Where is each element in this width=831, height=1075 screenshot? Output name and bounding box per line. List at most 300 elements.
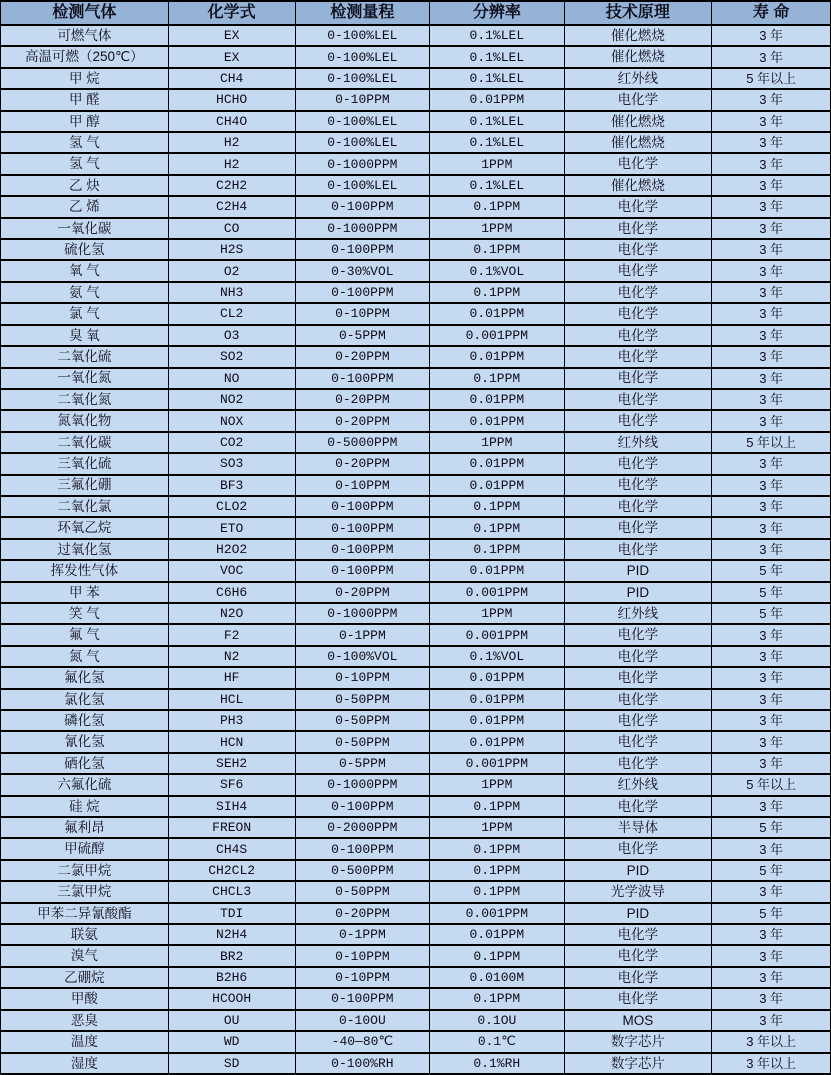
- table-row: [1, 624, 831, 645]
- table-cell: 0-10PPM: [295, 475, 429, 496]
- table-cell: OU: [168, 1010, 295, 1031]
- table-row: [1, 282, 831, 303]
- table-cell: CHCL3: [168, 881, 295, 902]
- table-cell: 0.1%VOL: [430, 646, 564, 667]
- table-cell: 数字芯片: [564, 1031, 712, 1052]
- table-row: [1, 646, 831, 667]
- table-cell: 电化学: [564, 368, 712, 389]
- table-cell: 催化燃烧: [564, 111, 712, 132]
- table-cell: 0-100PPM: [295, 368, 429, 389]
- table-cell: 半导体: [564, 817, 712, 838]
- table-cell: 0.001PPM: [430, 624, 564, 645]
- table-cell: 光学波导: [564, 881, 712, 902]
- table-cell: 六氟化硫: [1, 774, 169, 795]
- table-row: [1, 774, 831, 795]
- table-cell: 3 年: [712, 689, 831, 710]
- table-cell: 催化燃烧: [564, 25, 712, 46]
- table-cell: SEH2: [168, 753, 295, 774]
- table-cell: 3 年: [712, 239, 831, 260]
- table-cell: 硫化氢: [1, 239, 169, 260]
- table-cell: 3 年: [712, 368, 831, 389]
- table-row: [1, 368, 831, 389]
- table-row: [1, 196, 831, 217]
- table-cell: 0-100%LEL: [295, 175, 429, 196]
- table-row: [1, 603, 831, 624]
- table-row: [1, 582, 831, 603]
- table-row: [1, 432, 831, 453]
- table-cell: 0.1PPM: [430, 196, 564, 217]
- table-cell: 0.1%LEL: [430, 132, 564, 153]
- table-cell: 0.01PPM: [430, 689, 564, 710]
- table-cell: 红外线: [564, 68, 712, 89]
- table-cell: 0.01PPM: [430, 560, 564, 581]
- table-cell: 0.1PPM: [430, 496, 564, 517]
- table-row: [1, 710, 831, 731]
- table-cell: 0-50PPM: [295, 710, 429, 731]
- table-cell: 3 年: [712, 196, 831, 217]
- table-cell: 氮氧化物: [1, 410, 169, 431]
- table-cell: 3 年: [712, 667, 831, 688]
- table-cell: O3: [168, 325, 295, 346]
- table-cell: 电化学: [564, 282, 712, 303]
- table-cell: PID: [564, 560, 712, 581]
- table-cell: 0-100%VOL: [295, 646, 429, 667]
- table-cell: 5 年: [712, 817, 831, 838]
- table-cell: 0-100PPM: [295, 196, 429, 217]
- table-cell: NH3: [168, 282, 295, 303]
- table-row: [1, 239, 831, 260]
- table-cell: 0.1%LEL: [430, 46, 564, 67]
- table-cell: 电化学: [564, 945, 712, 966]
- table-row: [1, 325, 831, 346]
- table-cell: 0.1PPM: [430, 796, 564, 817]
- table-cell: 电化学: [564, 260, 712, 281]
- table-row: [1, 175, 831, 196]
- table-cell: 催化燃烧: [564, 132, 712, 153]
- table-row: [1, 860, 831, 881]
- table-row: [1, 46, 831, 67]
- table-cell: 氮 气: [1, 646, 169, 667]
- table-cell: H2O2: [168, 539, 295, 560]
- table-cell: 5 年以上: [712, 68, 831, 89]
- table-cell: 甲 醛: [1, 89, 169, 110]
- column-header-principle: 技术原理: [564, 1, 712, 25]
- table-cell: 高温可燃（250℃）: [1, 46, 169, 67]
- table-cell: C2H4: [168, 196, 295, 217]
- table-cell: 红外线: [564, 774, 712, 795]
- table-row: [1, 68, 831, 89]
- table-cell: SO3: [168, 453, 295, 474]
- table-row: [1, 346, 831, 367]
- table-cell: 二氧化碳: [1, 432, 169, 453]
- table-cell: 3 年以上: [712, 1053, 831, 1075]
- table-cell: 电化学: [564, 218, 712, 239]
- table-cell: 甲 醇: [1, 111, 169, 132]
- table-cell: 甲硫醇: [1, 838, 169, 859]
- table-cell: 二氯甲烷: [1, 860, 169, 881]
- table-cell: 0.1PPM: [430, 945, 564, 966]
- table-cell: 0.001PPM: [430, 753, 564, 774]
- table-cell: 电化学: [564, 303, 712, 324]
- table-cell: PH3: [168, 710, 295, 731]
- table-cell: 0.01PPM: [430, 89, 564, 110]
- table-cell: 0-20PPM: [295, 903, 429, 924]
- table-cell: 0-100PPM: [295, 517, 429, 538]
- table-cell: CH4S: [168, 838, 295, 859]
- table-cell: 3 年: [712, 260, 831, 281]
- table-cell: SIH4: [168, 796, 295, 817]
- table-cell: B2H6: [168, 967, 295, 988]
- table-cell: 0-100PPM: [295, 539, 429, 560]
- table-cell: 0.1PPM: [430, 881, 564, 902]
- table-cell: CLO2: [168, 496, 295, 517]
- table-cell: 二氧化氮: [1, 389, 169, 410]
- table-cell: 催化燃烧: [564, 175, 712, 196]
- table-cell: 1PPM: [430, 603, 564, 624]
- table-cell: 3 年: [712, 46, 831, 67]
- table-cell: H2: [168, 153, 295, 174]
- table-cell: 乙硼烷: [1, 967, 169, 988]
- table-cell: 1PPM: [430, 153, 564, 174]
- table-cell: 数字芯片: [564, 1053, 712, 1075]
- table-cell: 0.01PPM: [430, 924, 564, 945]
- table-cell: 电化学: [564, 410, 712, 431]
- table-cell: HCN: [168, 731, 295, 752]
- table-row: [1, 881, 831, 902]
- table-cell: 可燃气体: [1, 25, 169, 46]
- table-cell: 电化学: [564, 346, 712, 367]
- table-cell: 0.01PPM: [430, 453, 564, 474]
- table-cell: 氢 气: [1, 153, 169, 174]
- table-cell: 3 年: [712, 881, 831, 902]
- table-cell: 0.01PPM: [430, 346, 564, 367]
- table-row: [1, 25, 831, 46]
- table-cell: 3 年: [712, 646, 831, 667]
- table-cell: 电化学: [564, 624, 712, 645]
- table-cell: 电化学: [564, 325, 712, 346]
- table-row: [1, 496, 831, 517]
- table-cell: 0-100%LEL: [295, 111, 429, 132]
- table-row: [1, 132, 831, 153]
- table-cell: 3 年: [712, 303, 831, 324]
- table-cell: 三氟化硼: [1, 475, 169, 496]
- table-row: [1, 945, 831, 966]
- table-cell: 0.1OU: [430, 1010, 564, 1031]
- table-cell: 0-100PPM: [295, 239, 429, 260]
- table-cell: 氯 气: [1, 303, 169, 324]
- table-cell: ETO: [168, 517, 295, 538]
- table-cell: 一氧化碳: [1, 218, 169, 239]
- table-cell: 笑 气: [1, 603, 169, 624]
- table-cell: F2: [168, 624, 295, 645]
- table-cell: 0.01PPM: [430, 710, 564, 731]
- table-cell: 0.1%LEL: [430, 111, 564, 132]
- table-body: [1, 25, 831, 1074]
- table-cell: 0.01PPM: [430, 303, 564, 324]
- table-cell: 0-100PPM: [295, 796, 429, 817]
- table-cell: PID: [564, 860, 712, 881]
- table-cell: 3 年: [712, 89, 831, 110]
- table-row: [1, 260, 831, 281]
- table-cell: 3 年: [712, 282, 831, 303]
- column-header-resolution: 分辨率: [430, 1, 564, 25]
- table-cell: SO2: [168, 346, 295, 367]
- table-cell: 电化学: [564, 239, 712, 260]
- table-row: [1, 796, 831, 817]
- table-cell: 三氯甲烷: [1, 881, 169, 902]
- table-cell: 3 年: [712, 710, 831, 731]
- table-cell: 1PPM: [430, 817, 564, 838]
- table-cell: 0.0100M: [430, 967, 564, 988]
- table-cell: 0-10PPM: [295, 967, 429, 988]
- table-cell: 0.001PPM: [430, 582, 564, 603]
- table-cell: 3 年: [712, 153, 831, 174]
- table-cell: 0-50PPM: [295, 689, 429, 710]
- table-cell: 恶臭: [1, 1010, 169, 1031]
- table-cell: 电化学: [564, 967, 712, 988]
- table-row: [1, 753, 831, 774]
- table-cell: CH4: [168, 68, 295, 89]
- table-cell: 0-100%RH: [295, 1053, 429, 1075]
- table-cell: 氰化氢: [1, 731, 169, 752]
- table-cell: 0.001PPM: [430, 325, 564, 346]
- table-cell: 0-30%VOL: [295, 260, 429, 281]
- table-cell: SF6: [168, 774, 295, 795]
- table-cell: 红外线: [564, 603, 712, 624]
- table-cell: 0-10PPM: [295, 89, 429, 110]
- table-cell: 0.01PPM: [430, 410, 564, 431]
- table-cell: MOS: [564, 1010, 712, 1031]
- table-cell: 0-10PPM: [295, 667, 429, 688]
- table-cell: 3 年: [712, 796, 831, 817]
- table-cell: 3 年: [712, 218, 831, 239]
- table-row: [1, 1053, 831, 1075]
- table-cell: 0-10PPM: [295, 945, 429, 966]
- table-cell: 电化学: [564, 667, 712, 688]
- table-cell: 氧 气: [1, 260, 169, 281]
- table-cell: 挥发性气体: [1, 560, 169, 581]
- table-cell: N2H4: [168, 924, 295, 945]
- table-cell: 联氨: [1, 924, 169, 945]
- column-header-range: 检测量程: [295, 1, 429, 25]
- table-cell: 磷化氢: [1, 710, 169, 731]
- table-cell: 0-20PPM: [295, 389, 429, 410]
- table-cell: EX: [168, 25, 295, 46]
- table-cell: CL2: [168, 303, 295, 324]
- table-cell: 5 年以上: [712, 774, 831, 795]
- table-cell: 0.1%LEL: [430, 175, 564, 196]
- table-cell: 0-100PPM: [295, 282, 429, 303]
- table-row: [1, 1010, 831, 1031]
- table-row: [1, 903, 831, 924]
- table-cell: 温度: [1, 1031, 169, 1052]
- table-cell: 3 年: [712, 967, 831, 988]
- table-cell: 一氧化氮: [1, 368, 169, 389]
- table-cell: 电化学: [564, 517, 712, 538]
- table-cell: NOX: [168, 410, 295, 431]
- table-cell: 3 年: [712, 389, 831, 410]
- table-cell: 3 年: [712, 988, 831, 1009]
- table-cell: 3 年以上: [712, 1031, 831, 1052]
- table-row: [1, 667, 831, 688]
- table-cell: 0-1PPM: [295, 624, 429, 645]
- table-cell: 0.1PPM: [430, 988, 564, 1009]
- table-cell: HCOOH: [168, 988, 295, 1009]
- table-cell: 0.01PPM: [430, 731, 564, 752]
- table-cell: HCL: [168, 689, 295, 710]
- table-cell: 0.1PPM: [430, 282, 564, 303]
- table-cell: 溴气: [1, 945, 169, 966]
- table-cell: 0-100PPM: [295, 838, 429, 859]
- table-cell: NO2: [168, 389, 295, 410]
- table-row: [1, 1031, 831, 1052]
- table-cell: 3 年: [712, 945, 831, 966]
- table-cell: 氟 气: [1, 624, 169, 645]
- table-row: [1, 924, 831, 945]
- table-cell: 0-100PPM: [295, 560, 429, 581]
- table-cell: 0-1000PPM: [295, 774, 429, 795]
- table-cell: 0-100%LEL: [295, 25, 429, 46]
- table-cell: 湿度: [1, 1053, 169, 1075]
- table-cell: 0-20PPM: [295, 410, 429, 431]
- table-cell: 0-20PPM: [295, 346, 429, 367]
- table-cell: 3 年: [712, 25, 831, 46]
- table-cell: 0.1PPM: [430, 838, 564, 859]
- table-cell: 5 年: [712, 582, 831, 603]
- table-cell: 0.1%VOL: [430, 260, 564, 281]
- table-cell: 二氧化硫: [1, 346, 169, 367]
- table-cell: 5 年: [712, 860, 831, 881]
- table-cell: 0-5PPM: [295, 753, 429, 774]
- table-cell: 3 年: [712, 453, 831, 474]
- table-cell: 臭 氧: [1, 325, 169, 346]
- table-cell: 0.1PPM: [430, 517, 564, 538]
- table-cell: 0-50PPM: [295, 731, 429, 752]
- table-cell: O2: [168, 260, 295, 281]
- table-cell: 三氧化硫: [1, 453, 169, 474]
- table-cell: 环氧乙烷: [1, 517, 169, 538]
- table-cell: HF: [168, 667, 295, 688]
- table-cell: 5 年: [712, 903, 831, 924]
- table-cell: 0-1000PPM: [295, 153, 429, 174]
- table-cell: 0-100PPM: [295, 496, 429, 517]
- table-cell: 0.01PPM: [430, 667, 564, 688]
- table-cell: 0-10OU: [295, 1010, 429, 1031]
- table-cell: 0.1%RH: [430, 1053, 564, 1075]
- table-cell: EX: [168, 46, 295, 67]
- table-cell: 0.1PPM: [430, 860, 564, 881]
- table-cell: 0.001PPM: [430, 903, 564, 924]
- table-cell: 0-2000PPM: [295, 817, 429, 838]
- table-cell: 氟化氢: [1, 667, 169, 688]
- table-cell: 0-1PPM: [295, 924, 429, 945]
- table-cell: H2: [168, 132, 295, 153]
- table-cell: 电化学: [564, 753, 712, 774]
- column-header-formula: 化学式: [168, 1, 295, 25]
- table-cell: 催化燃烧: [564, 46, 712, 67]
- table-cell: WD: [168, 1031, 295, 1052]
- table-cell: FREON: [168, 817, 295, 838]
- table-cell: 3 年: [712, 496, 831, 517]
- table-cell: 电化学: [564, 731, 712, 752]
- table-row: [1, 560, 831, 581]
- table-cell: 甲 苯: [1, 582, 169, 603]
- table-cell: 0-100%LEL: [295, 132, 429, 153]
- table-cell: 0.1PPM: [430, 539, 564, 560]
- table-cell: TDI: [168, 903, 295, 924]
- table-cell: 3 年: [712, 1010, 831, 1031]
- table-cell: 0-10PPM: [295, 303, 429, 324]
- table-cell: 电化学: [564, 389, 712, 410]
- table-cell: 3 年: [712, 325, 831, 346]
- table-cell: 电化学: [564, 988, 712, 1009]
- table-cell: 3 年: [712, 753, 831, 774]
- table-cell: 电化学: [564, 539, 712, 560]
- table-cell: PID: [564, 903, 712, 924]
- table-cell: 0.01PPM: [430, 389, 564, 410]
- table-cell: 3 年: [712, 838, 831, 859]
- table-cell: 3 年: [712, 539, 831, 560]
- table-row: [1, 967, 831, 988]
- table-cell: 电化学: [564, 153, 712, 174]
- table-row: [1, 731, 831, 752]
- table-cell: BR2: [168, 945, 295, 966]
- table-cell: 电化学: [564, 89, 712, 110]
- table-cell: 1PPM: [430, 774, 564, 795]
- column-header-lifespan: 寿 命: [712, 1, 831, 25]
- table-cell: 甲酸: [1, 988, 169, 1009]
- table-cell: 电化学: [564, 646, 712, 667]
- table-cell: 0-100%LEL: [295, 46, 429, 67]
- table-cell: 乙 烯: [1, 196, 169, 217]
- table-row: [1, 838, 831, 859]
- table-cell: 3 年: [712, 111, 831, 132]
- table-cell: 0.1%LEL: [430, 68, 564, 89]
- table-cell: N2O: [168, 603, 295, 624]
- table-row: [1, 988, 831, 1009]
- table-cell: 甲 烷: [1, 68, 169, 89]
- table-cell: 0-500PPM: [295, 860, 429, 881]
- table-cell: 0-100PPM: [295, 988, 429, 1009]
- table-cell: 5 年以上: [712, 432, 831, 453]
- table-cell: 氢 气: [1, 132, 169, 153]
- table-cell: 0-20PPM: [295, 453, 429, 474]
- table-cell: -40—80℃: [295, 1031, 429, 1052]
- table-cell: 氯化氢: [1, 689, 169, 710]
- table-cell: 乙 炔: [1, 175, 169, 196]
- table-cell: 电化学: [564, 924, 712, 945]
- table-cell: 3 年: [712, 410, 831, 431]
- table-cell: 5 年: [712, 560, 831, 581]
- table-cell: 0.1%LEL: [430, 25, 564, 46]
- table-cell: CH2CL2: [168, 860, 295, 881]
- table-cell: 3 年: [712, 346, 831, 367]
- table-cell: 电化学: [564, 453, 712, 474]
- table-cell: C6H6: [168, 582, 295, 603]
- table-row: [1, 539, 831, 560]
- table-cell: 0-50PPM: [295, 881, 429, 902]
- table-cell: 电化学: [564, 710, 712, 731]
- table-cell: SD: [168, 1053, 295, 1075]
- table-cell: 0-1000PPM: [295, 603, 429, 624]
- table-cell: 电化学: [564, 496, 712, 517]
- table-cell: C2H2: [168, 175, 295, 196]
- table-cell: 电化学: [564, 838, 712, 859]
- table-cell: 0-5000PPM: [295, 432, 429, 453]
- table-cell: 3 年: [712, 924, 831, 945]
- table-cell: NO: [168, 368, 295, 389]
- table-cell: 电化学: [564, 796, 712, 817]
